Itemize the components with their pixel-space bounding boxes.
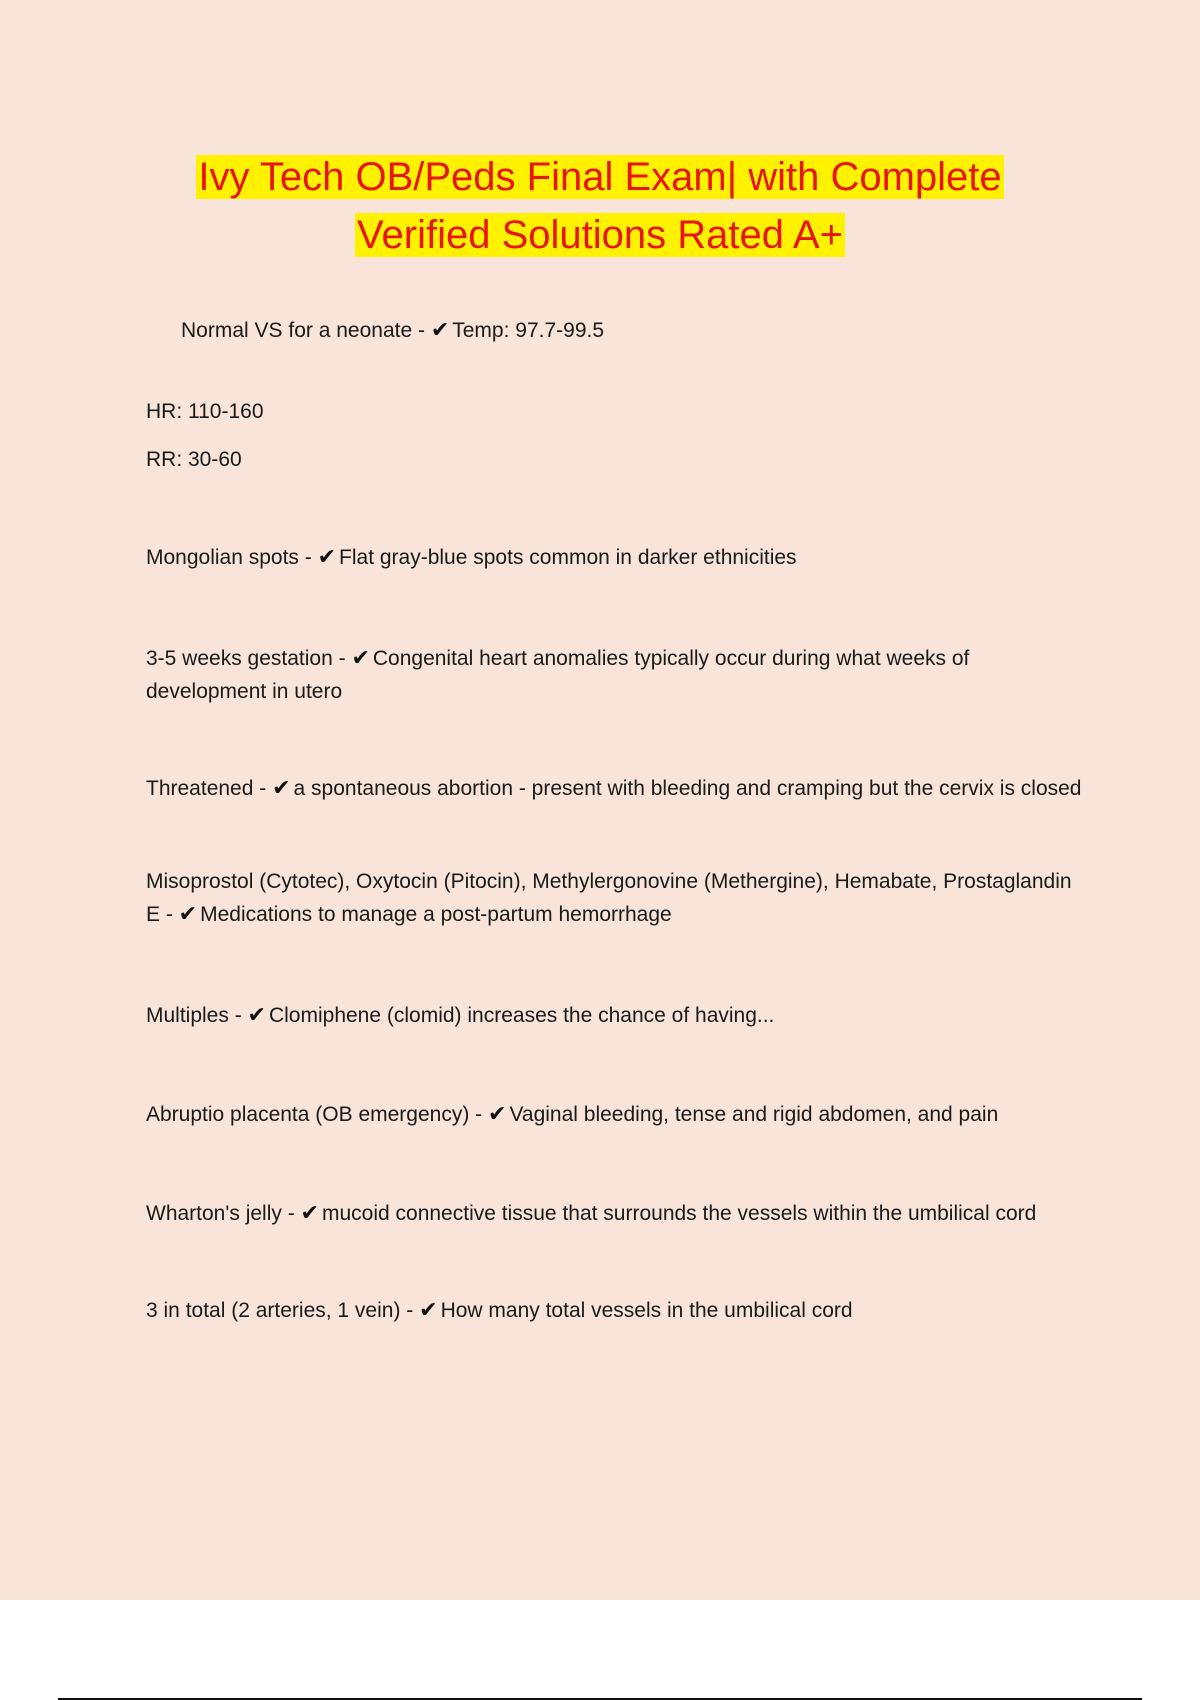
qa-item	[146, 999, 1086, 1032]
checkmark-icon: ✔	[351, 646, 370, 671]
checkmark-icon: ✔	[300, 1201, 319, 1226]
vitals-entry	[146, 281, 1086, 380]
qa-item	[146, 1197, 1086, 1230]
qa-term: Wharton's jelly -	[146, 1202, 301, 1225]
checkmark-icon: ✔	[430, 318, 450, 343]
qa-term: Threatened -	[146, 777, 273, 800]
checkmark-icon: ✔	[178, 902, 198, 927]
qa-term: Abruptio placenta (OB emergency) -	[146, 1103, 488, 1126]
qa-item	[146, 1294, 1086, 1327]
qa-term: 3 in total (2 arteries, 1 vein) -	[146, 1299, 420, 1322]
checkmark-icon: ✔	[488, 1102, 507, 1127]
qa-term: 3-5 weeks gestation -	[146, 647, 352, 670]
title-line-1: Ivy Tech OB/Peds Final Exam| with Complete	[198, 155, 1002, 199]
qa-answer: a spontaneous abortion - present with bleeding and cramping but the cervix is closed	[293, 777, 1082, 800]
vitals-term: Normal VS for a neonate -	[181, 319, 431, 342]
qa-answer: How many total vessels in the umbilical cord	[440, 1299, 853, 1322]
vitals-hr: HR: 110-160	[146, 400, 264, 423]
checkmark-icon: ✔	[247, 1003, 266, 1028]
checkmark-icon: ✔	[419, 1298, 438, 1323]
qa-item	[146, 772, 1086, 805]
vitals-temp: Temp: 97.7-99.5	[452, 319, 605, 342]
checkmark-icon: ✔	[272, 776, 291, 801]
qa-term: Multiples -	[146, 1004, 248, 1027]
qa-list	[146, 281, 1086, 1327]
qa-answer: Medications to manage a post-partum hemorrhage	[200, 903, 672, 926]
qa-term: Mongolian spots -	[146, 546, 318, 569]
checkmark-icon: ✔	[317, 545, 337, 570]
title-line-2: Verified Solutions Rated A+	[357, 213, 843, 257]
qa-item	[146, 1098, 1086, 1131]
qa-item	[146, 642, 1086, 708]
qa-answer: Vaginal bleeding, tense and rigid abdomen, and pain	[509, 1103, 999, 1126]
qa-item	[146, 865, 1086, 931]
qa-answer: Congenital heart anomalies typically occur during what weeks of development in utero	[146, 647, 970, 703]
document-title	[0, 148, 1200, 264]
qa-term: Misoprostol (Cytotec), Oxytocin (Pitocin), Methylergonovine (Methergine), Hemabate, Prostaglandin E -	[146, 870, 1072, 926]
qa-answer: mucoid connective tissue that surrounds the vessels within the umbilical cord	[321, 1202, 1037, 1225]
qa-answer: Clomiphene (clomid) increases the chance of having...	[268, 1004, 775, 1027]
qa-item	[146, 541, 1086, 574]
qa-answer: Flat gray-blue spots common in darker ethnicities	[339, 546, 797, 569]
vitals-rr: RR: 30-60	[146, 448, 242, 471]
